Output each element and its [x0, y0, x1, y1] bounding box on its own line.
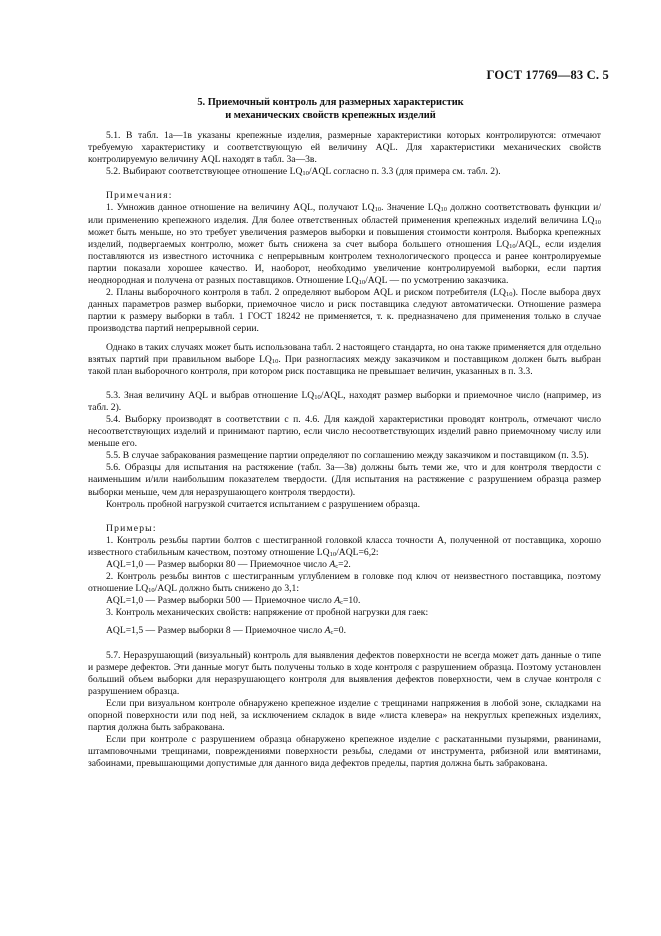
paragraph-5-4: 5.4. Выборку производят в соответствии с п. 4.6. Для каждой характеристики проводят контроль, отмечают число несоответствующих изделий и принимают партию, если число несоответствующих изделий равно приемочному числу или меньше его.	[88, 413, 601, 450]
paragraph-5-5: 5.5. В случае забракования размещение партии определяют по соглашению между заказчиком и поставщиком (п. 3.5).	[106, 450, 589, 462]
note-2: 2. Планы выборочного контроля в табл. 2 определяют выбором AQL и риском потребителя $(LQ_{10})$. После выбора двух данных параметров размер выборки, приемочное число и риск поставщика следуют автоматически. Отношение размера партии к размеру выборки в табл. 1 ГОСТ 18242 не применяется, т. к. предназначено для применения только в случае производства партий непрерывной серии.	[88, 287, 601, 335]
paragraph-5-6: 5.6. Образцы для испытания на растяжение (табл. 3а—3в) должны быть теми же, что и для контроля твердости с наименьшим и/или наибольшим показателем твердости. (Для испытания на растяжение с разрушением образца размер выборки меньше, чем для неразрушающего контроля твердости).	[88, 462, 601, 498]
paragraph-proof-load: Контроль пробной нагрузкой считается испытанием с разрушением образца.	[106, 498, 421, 510]
note-1: 1. Умножив данное отношение на величину AQL, получают $LQ_{10}$. Значение $LQ_{10}$ должно соответствовать функции и/или применению крепежного изделия. Для более ответственных областей применения крепежных изделий величина $LQ_{10}$ может быть меньше, но это требует увеличения размеров выборки и повышения стоимости контроля. Выборка крепежных изделий, подвергаемых контролю, может быть снижена за счет выбора большего отношения $LQ_{10}$/AQL, если изделия поставляются из известного источника с непрерывным контролем технологического процесса и ранее контролируемые партии показали хорошее качество. И, наоборот, необходимо увеличение контролируемой выборки, если партия неоднородная и получена от разных поставщиков. Отношение $LQ_{10}$/AQL — по усмотрению заказчика.	[88, 202, 601, 287]
paragraph-5-7: 5.7. Неразрушающий (визуальный) контроль для выявления дефектов поверхности не всегда может дать данные о типе и размере дефектов. Эти данные могут быть получены только в ходе контроля с разрушением образца. Поэтому установлен больший объем выборки для неразрушающего контроля для выявления дефектов поверхности, чем в случае контроля с разрушением образца.	[88, 649, 601, 697]
example-1-values: AQL=1,0 — Размер выборки 80 — Приемочное число $A_c=2$.	[106, 559, 351, 570]
page-header: ГОСТ 17769—83 С. 5	[486, 68, 609, 82]
section-title	[0, 97, 661, 122]
document-body	[88, 130, 601, 771]
paragraph-5-2: 5.2. Выбирают соответствующее отношение $LQ_{10}$/AQL согласно п. 3.3 (для примера см. табл. 2).	[106, 166, 501, 178]
paragraph-destructive-inspection: Если при контроле с разрушением образца обнаружено крепежное изделие с раскатанными пузырями, рванинами, штамповочными трещинами, повреждениями поверхности резьбы, следами от инструмента, рябизной или вмятинами, забоинами, превышающими допустимые для данного вида дефектов пределы, партия должна быть забракована.	[88, 734, 601, 770]
example-2: 2. Контроль резьбы винтов с шестигранным углублением в головке под ключ от неизвестного поставщика, поэтому отношение $LQ_{10}$/AQL должно быть снижено до 3,1:	[88, 571, 601, 595]
example-3: 3. Контроль механических свойств: напряжение от пробной нагрузки для гаек:	[106, 607, 429, 619]
paragraph-5-3: 5.3. Зная величину AQL и выбрав отношение $LQ_{10}$/AQL, находят размер выборки и приемочное число (например, из табл. 2).	[88, 389, 601, 413]
example-1: 1. Контроль резьбы партии болтов с шестигранной головкой класса точности А, полученной от поставщика, хорошо известного стабильным качеством, поэтому отношение $LQ_{10}/AQL=6,2$:	[88, 534, 601, 558]
section-title-line1: 5. Приемочный контроль для размерных характеристик	[197, 97, 464, 108]
paragraph-5-1: 5.1. В табл. 1а—1в указаны крепежные изделия, размерные характеристики которых контролируются: отмечают требуемую характеристику и соответствующую ей величину AQL. Для характеристики механических свойств контролируемую величину AQL находят в табл. 3а—3в.	[88, 130, 601, 166]
notes-heading: Примечания:	[106, 190, 173, 202]
example-3-values: AQL=1,5 — Размер выборки 8 — Приемочное число $A_c=0$.	[106, 625, 346, 637]
example-2-values: AQL=1,0 — Размер выборки 500 — Приемочное число $A_c=10$.	[106, 595, 361, 607]
examples-heading: Примеры:	[106, 522, 157, 534]
paragraph-visual-inspection: Если при визуальном контроле обнаружено крепежное изделие с трещинами напряжения в любой зоне, складками на опорной поверхности или под ней, за исключением складок в виде «листа клевера» на некруглых крепежных изделиях, партия должна быть забракована.	[88, 697, 601, 734]
section-title-line2: и механических свойств крепежных изделий	[225, 109, 436, 121]
note-2-continuation: Однако в таких случаях может быть использована табл. 2 настоящего стандарта, но она также применяется для отдельно взятых партий при правильном выборе $LQ_{10}$. При разногласиях между заказчиком и поставщиком должен быть выбран такой план выборочного контроля, при котором риск поставщика не превышает величин, указанных в п. 3.3.	[88, 341, 601, 377]
